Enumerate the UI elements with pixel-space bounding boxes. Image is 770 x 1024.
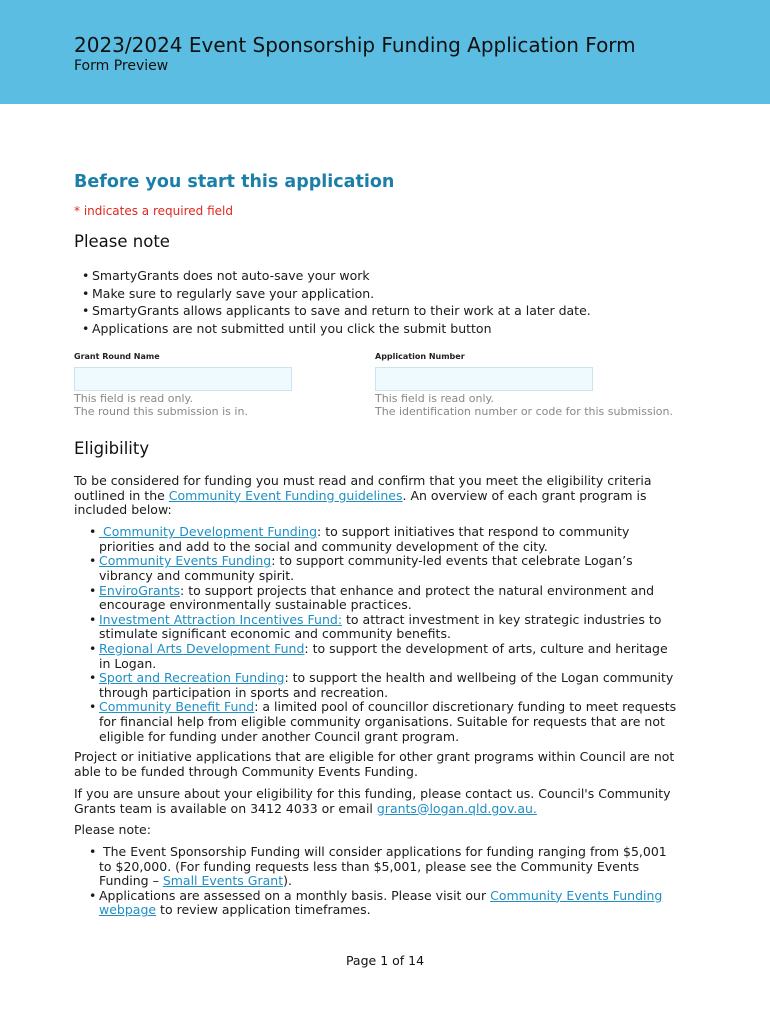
grants-email-link[interactable]: grants@logan.qld.gov.au.: [376, 800, 537, 816]
list-item: • SmartyGrants does not auto-save your work: [92, 267, 679, 285]
contact-paragraph: [74, 787, 679, 817]
community-development-link[interactable]: Community Development Funding: [99, 524, 318, 540]
program-description: : to support the health and wellbeing of the Logan community through participation in sports and recreation.: [99, 670, 674, 700]
please-note-list: [74, 267, 679, 338]
application-number-field: [375, 352, 675, 419]
list-item: [99, 584, 679, 613]
note-text-end: ).: [283, 873, 292, 889]
contact-text: If you are unsure about your eligibility for this funding, please contact us. Council's Community Grants team is available on 3412 4033 or email: [74, 785, 671, 816]
form-subtitle: Form Preview: [74, 58, 169, 74]
eligibility-heading: Eligibility: [74, 438, 150, 458]
program-description: : to support community-led events that celebrate Logan’s vibrancy and community spirit.: [99, 553, 633, 583]
application-number-label: Application Number: [375, 351, 465, 361]
community-events-link[interactable]: Community Events Funding: [99, 553, 272, 569]
intro-text-end: . An overview of each grant program is included below:: [74, 487, 647, 518]
application-number-input[interactable]: [375, 367, 593, 391]
grant-round-field: [74, 352, 314, 419]
form-header: [0, 0, 770, 104]
sport-recreation-link[interactable]: Sport and Recreation Funding: [99, 670, 285, 686]
grant-round-help: [74, 392, 314, 419]
list-item: [99, 845, 679, 889]
guidelines-link[interactable]: Community Event Funding guidelines: [168, 487, 403, 503]
program-description: to attract investment in key strategic industries to stimulate significant economic and community benefits.: [99, 611, 662, 642]
eligibility-intro: [74, 474, 679, 518]
grant-round-label: Grant Round Name: [74, 351, 160, 361]
form-title: 2023/2024 Event Sponsorship Funding Application Form: [74, 33, 636, 57]
community-benefit-link[interactable]: Community Benefit Fund: [99, 699, 255, 715]
grant-round-input[interactable]: [74, 367, 292, 391]
list-item: [99, 525, 679, 554]
list-item: [99, 642, 679, 671]
list-item: [99, 671, 679, 700]
community-events-webpage-link[interactable]: Community Events Funding webpage: [99, 887, 663, 918]
investment-attraction-link[interactable]: Investment Attraction Incentives Fund:: [99, 611, 343, 627]
readonly-fields: [74, 352, 679, 432]
please-note-heading: Please note: [74, 232, 170, 251]
list-item: [99, 700, 679, 744]
readonly-note: This field is read only.: [74, 391, 193, 405]
program-description: : a limited pool of councillor discretionary funding to meet requests for financial help from eligible community organisations. Suitable for requests that are not eligible for funding under another Council grant program.: [99, 699, 677, 744]
program-description: : to support initiatives that respond to community priorities and add to the social and community development of the city.: [99, 524, 630, 554]
note-text: The Event Sponsorship Funding will consider applications for funding ranging from $5,001 to $20,000. (For funding requests less than $5,001, please see the Community Events Funding –: [99, 844, 667, 889]
list-item: • SmartyGrants allows applicants to save and return to their work at a later date.: [92, 302, 679, 320]
readonly-note: This field is read only.: [375, 391, 494, 405]
funding-notes-list: [74, 845, 679, 918]
note-text-end: to review application timeframes.: [156, 902, 371, 918]
list-item: • Applications are not submitted until you click the submit button: [92, 320, 679, 338]
grant-program-list: [74, 525, 679, 744]
small-events-grant-link[interactable]: Small Events Grant: [162, 873, 284, 889]
please-note-label: Please note:: [74, 822, 151, 838]
required-field-note: * indicates a required field: [74, 204, 233, 218]
note-text: Applications are assessed on a monthly basis. Please visit our: [99, 887, 491, 903]
envirogrants-link[interactable]: EnviroGrants: [99, 582, 181, 598]
list-item: [99, 889, 679, 918]
program-description: : to support the development of arts, culture and heritage in Logan.: [99, 640, 668, 671]
intro-text: To be considered for funding you must read and confirm that you meet the eligibility criteria outlined in the: [74, 472, 652, 503]
program-description: : to support projects that enhance and protect the natural environment and encourage environmentally sustainable practices.: [99, 582, 655, 613]
regional-arts-link[interactable]: Regional Arts Development Fund: [99, 640, 305, 656]
field-description: The round this submission is in.: [74, 405, 248, 419]
list-item: [99, 613, 679, 642]
other-programs-paragraph: Project or initiative applications that are eligible for other grant programs within Council are not able to be funded through Community Events Funding.: [74, 749, 675, 779]
page-number: Page 1 of 14: [345, 953, 425, 968]
field-description: The identification number or code for this submission.: [375, 405, 673, 419]
application-number-help: [375, 392, 675, 419]
section-title: Before you start this application: [74, 172, 395, 192]
list-item: • Make sure to regularly save your application.: [92, 285, 679, 303]
list-item: [99, 554, 679, 583]
form-content: [74, 170, 679, 918]
